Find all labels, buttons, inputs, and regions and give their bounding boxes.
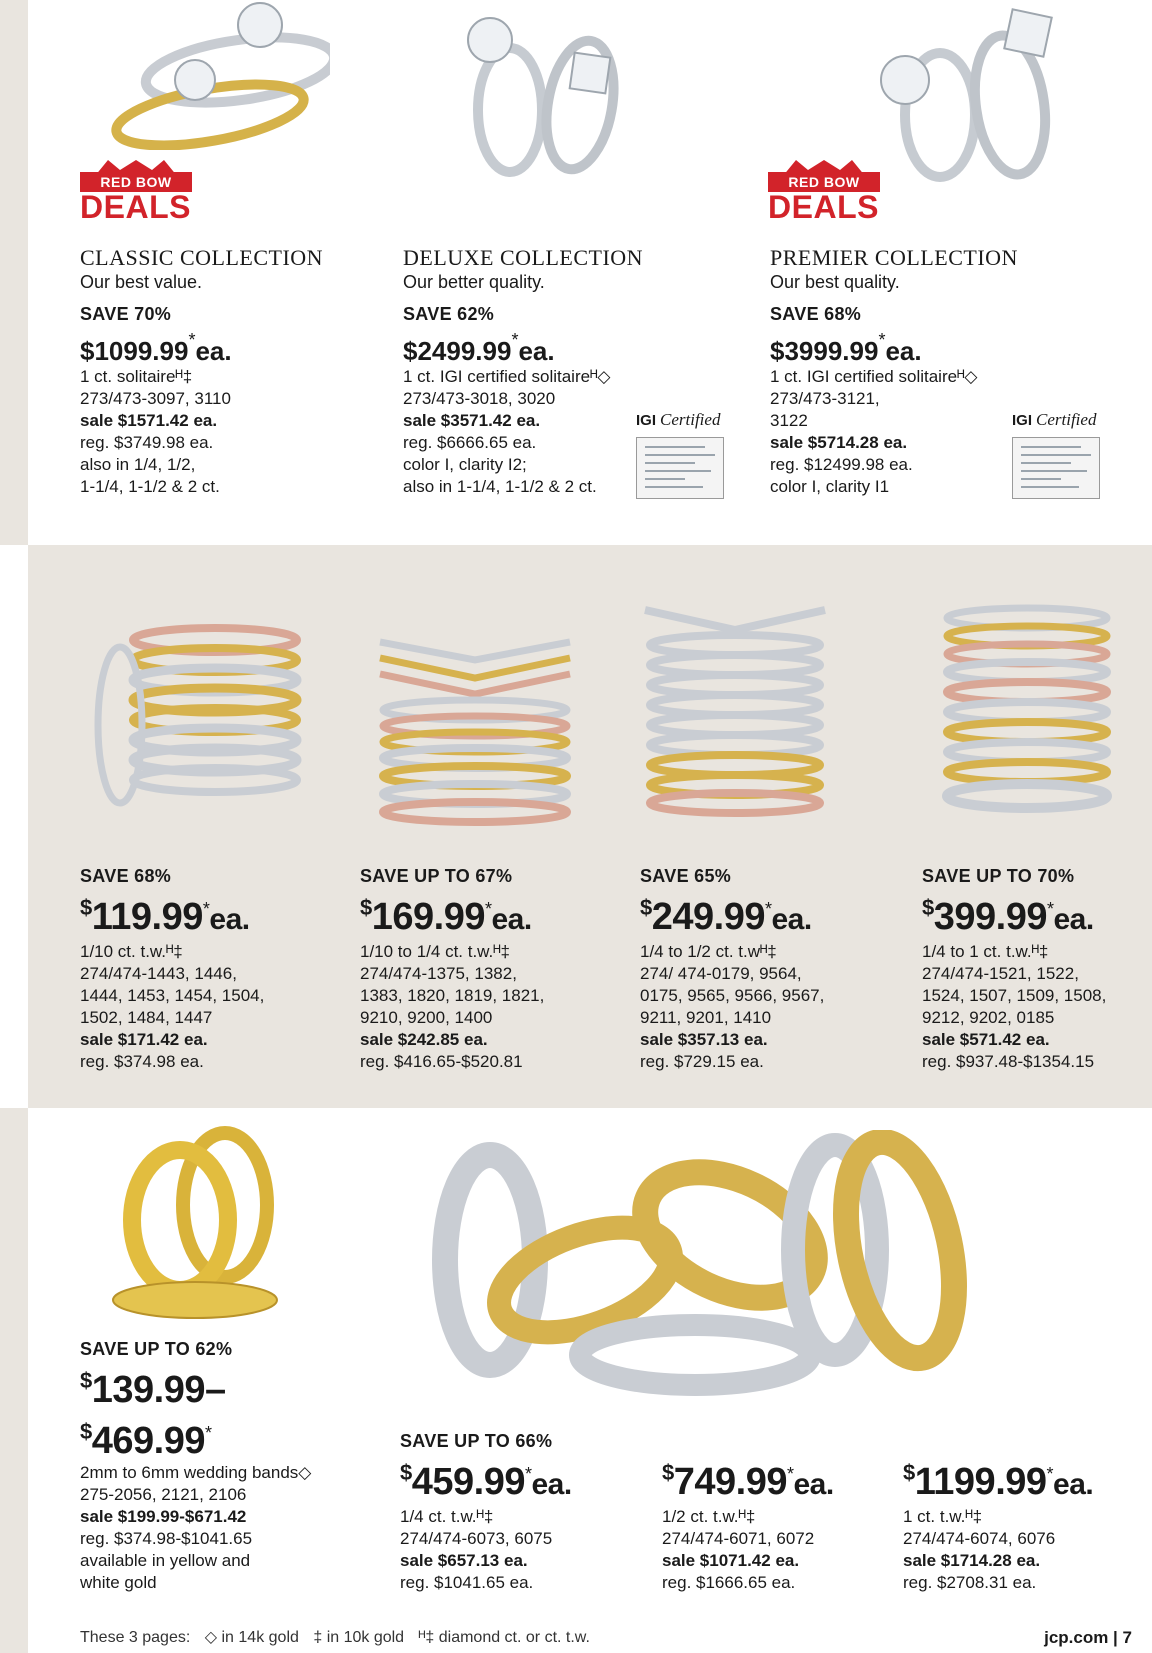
mens-band-offer-2 (662, 1452, 882, 1594)
price-value-low: 139.99– (91, 1369, 226, 1411)
igi-logo-mark: IGI (636, 412, 657, 429)
price (403, 325, 733, 366)
certificate-card-icon (1012, 437, 1100, 499)
price-asterisk: * (764, 899, 772, 919)
sale-price: sale $5714.28 ea. (770, 433, 908, 452)
item-numbers: 274/474-6071, 6072 (662, 1529, 815, 1548)
price-each: ea. (491, 903, 532, 936)
price-asterisk: * (878, 330, 886, 350)
save-percent: SAVE UP TO 70% (922, 866, 1075, 886)
price-asterisk: * (511, 330, 519, 350)
price-dollar: $ (80, 1368, 92, 1393)
sale-price: sale $1071.42 ea. (662, 1551, 800, 1570)
price-value-high: 469.99 (91, 1420, 205, 1462)
item-numbers: 274/474-1521, 1522, (922, 964, 1079, 983)
carat-weight: 1/4 to 1/2 ct. t.wᴴ‡ (640, 942, 777, 961)
item-numbers: 273/473-3018, 3020 (403, 389, 556, 408)
availability: available in yellow and (80, 1551, 251, 1570)
price-dollar: $ (400, 1460, 412, 1485)
save-percent: SAVE 68% (770, 304, 862, 324)
classic-solitaire-image (100, 0, 330, 150)
sale-price: sale $1714.28 ea. (903, 1551, 1041, 1570)
item-numbers: 1502, 1484, 1447 (80, 1008, 213, 1027)
price-each: ea. (885, 336, 922, 366)
price-dollar: $ (640, 895, 652, 920)
item-numbers: 0175, 9565, 9566, 9567, (640, 986, 825, 1005)
price (640, 887, 900, 941)
stack-offer-4 (922, 865, 1147, 1073)
price-each: ea. (518, 336, 555, 366)
certified-label: Certified (1036, 410, 1097, 429)
price-each: ea. (531, 1468, 572, 1501)
classic-collection-panel (80, 245, 390, 498)
reg-price: reg. $12499.98 ea. (770, 455, 913, 474)
reg-price: reg. $6666.65 ea. (403, 433, 537, 452)
price-from (80, 1360, 380, 1411)
mens-band-offer-1 (400, 1430, 640, 1594)
save-percent: SAVE 65% (640, 866, 732, 886)
price-asterisk: * (188, 330, 196, 350)
sale-price: sale $199.99-$671.42 (80, 1507, 247, 1526)
price-asterisk: * (484, 899, 492, 919)
price-asterisk: * (524, 1464, 532, 1484)
price-dollar: $ (922, 895, 934, 920)
price (360, 887, 620, 941)
price-value: 169.99 (371, 896, 485, 938)
stack-offer-2 (360, 865, 620, 1073)
footnote-lead: These 3 pages: (80, 1629, 191, 1646)
item-numbers: 1524, 1507, 1509, 1508, (922, 986, 1107, 1005)
reg-price: reg. $416.65-$520.81 (360, 1052, 523, 1071)
stack-offer-3 (640, 865, 900, 1073)
gold-wedding-bands-image (105, 1125, 300, 1325)
item-numbers: 1383, 1820, 1819, 1821, (360, 986, 545, 1005)
reg-price: reg. $1666.65 ea. (662, 1573, 796, 1592)
stack-offer-1 (80, 865, 330, 1073)
collection-subtitle: Our best value. (80, 272, 203, 292)
premier-solitaire-image (850, 5, 1080, 185)
carat-weight: 1/4 ct. t.w.ᴴ‡ (400, 1507, 494, 1526)
item-description: 2mm to 6mm wedding bands◇ (80, 1463, 312, 1482)
price (662, 1452, 882, 1506)
availability-cont: white gold (80, 1573, 157, 1592)
item-numbers: 1444, 1453, 1454, 1504, (80, 986, 265, 1005)
price-each: ea. (793, 1468, 834, 1501)
deals-label: DEALS (80, 189, 191, 225)
footnote-14k: ◇ in 14k gold (204, 1629, 299, 1646)
mens-diamond-bands-image (430, 1130, 1110, 1400)
item-numbers: 274/474-6074, 6076 (903, 1529, 1056, 1548)
sale-price: sale $1571.42 ea. (80, 411, 218, 430)
price-dollar: $ (360, 895, 372, 920)
left-edge-top (0, 0, 28, 545)
price-dollar: $ (662, 1460, 674, 1485)
footnote (80, 1627, 600, 1649)
price-value: $1099.99 (80, 336, 189, 366)
price (770, 325, 1100, 366)
deals-label: DEALS (768, 189, 879, 225)
price-each: ea. (1053, 903, 1094, 936)
reg-price: reg. $374.98-$1041.65 (80, 1529, 253, 1548)
save-percent: SAVE 62% (403, 304, 495, 324)
price-each: ea. (195, 336, 232, 366)
left-edge-bottom (0, 1108, 28, 1653)
footnote-10k: ‡ in 10k gold (313, 1629, 405, 1646)
stackable-rings-image-4 (935, 600, 1120, 825)
collection-title: CLASSIC COLLECTION (80, 245, 324, 270)
item-numbers: 273/473-3097, 3110 (80, 389, 231, 408)
carat-weight: 1/4 to 1 ct. t.w.ᴴ‡ (922, 942, 1049, 961)
item-numbers: 275-2056, 2121, 2106 (80, 1485, 247, 1504)
carat-weight: 1/2 ct. t.w.ᴴ‡ (662, 1507, 756, 1526)
item-numbers: 274/ 474-0179, 9564, (640, 964, 802, 983)
item-numbers: 9212, 9202, 0185 (922, 1008, 1055, 1027)
sale-price: sale $171.42 ea. (80, 1030, 208, 1049)
reg-price: reg. $729.15 ea. (640, 1052, 764, 1071)
price-asterisk: * (786, 1464, 794, 1484)
save-percent: SAVE 68% (80, 866, 172, 886)
reg-price: reg. $3749.98 ea. (80, 433, 214, 452)
price (80, 887, 330, 941)
carat-weight: 1/10 ct. t.w.ᴴ‡ (80, 942, 183, 961)
item-numbers: 274/474-1443, 1446, (80, 964, 237, 983)
price (903, 1452, 1148, 1506)
also-in-sizes: also in 1-1/4, 1-1/2 & 2 ct. (403, 477, 597, 496)
item-numbers: 9211, 9201, 1410 (640, 1008, 772, 1027)
igi-logo-mark: IGI (1012, 412, 1033, 429)
color-clarity: color I, clarity I2; (403, 455, 527, 474)
also-in: also in 1/4, 1/2, (80, 455, 196, 474)
red-bow-label: RED BOW (768, 172, 880, 192)
price-value: 1199.99 (914, 1461, 1047, 1503)
price (400, 1452, 640, 1506)
price-value: 249.99 (651, 896, 765, 938)
price-dollar: $ (80, 1419, 92, 1444)
price-dollar: $ (903, 1460, 915, 1485)
mens-band-offer-3 (903, 1452, 1148, 1594)
sale-price: sale $242.85 ea. (360, 1030, 488, 1049)
certified-label: Certified (660, 410, 721, 429)
igi-logo (1012, 410, 1130, 431)
item-numbers: 274/474-1375, 1382, (360, 964, 517, 983)
color-clarity: color I, clarity I1 (770, 477, 890, 496)
item-description: 1 ct. IGI certified solitaireᴴ◇ (403, 367, 611, 386)
collection-title: DELUXE COLLECTION (403, 245, 644, 270)
reg-price: reg. $2708.31 ea. (903, 1573, 1037, 1592)
save-percent: SAVE 70% (80, 304, 172, 324)
price-each: ea. (1053, 1468, 1094, 1501)
item-numbers: 274/474-6073, 6075 (400, 1529, 553, 1548)
stackable-rings-image-3 (635, 595, 835, 820)
item-numbers: 9210, 9200, 1400 (360, 1008, 493, 1027)
price-asterisk: * (1046, 1464, 1054, 1484)
sale-price: sale $357.13 ea. (640, 1030, 768, 1049)
red-bow-label: RED BOW (80, 172, 192, 192)
reg-price: reg. $1041.65 ea. (400, 1573, 534, 1592)
reg-price: reg. $937.48-$1354.15 (922, 1052, 1095, 1071)
sale-price: sale $3571.42 ea. (403, 411, 541, 430)
reg-price: reg. $374.98 ea. (80, 1052, 204, 1071)
price-value: 459.99 (411, 1461, 525, 1503)
price (922, 887, 1147, 941)
carat-weight: 1/10 to 1/4 ct. t.w.ᴴ‡ (360, 942, 510, 961)
collection-subtitle: Our better quality. (403, 272, 545, 292)
deluxe-solitaire-image (440, 10, 640, 180)
price-value: 749.99 (673, 1461, 787, 1503)
item-description: 1 ct. solitaireᴴ‡ (80, 367, 193, 386)
price-value: 119.99 (91, 896, 203, 938)
price-value: 399.99 (933, 896, 1047, 938)
item-numbers-cont: 3122 (770, 411, 808, 430)
wedding-bands-offer (80, 1338, 380, 1594)
price-asterisk: * (1046, 899, 1054, 919)
igi-certificate (1012, 410, 1130, 499)
stackable-rings-image-1 (80, 615, 320, 815)
price-value: $3999.99 (770, 336, 879, 366)
stackable-rings-image-2 (360, 630, 590, 830)
item-numbers: 273/473-3121, (770, 389, 880, 408)
price-asterisk: * (204, 1423, 212, 1443)
save-percent: SAVE UP TO 66% (400, 1431, 553, 1451)
certificate-card-icon (636, 437, 724, 499)
save-percent: SAVE UP TO 67% (360, 866, 513, 886)
sale-price: sale $571.42 ea. (922, 1030, 1050, 1049)
price-each: ea. (771, 903, 812, 936)
price-to (80, 1411, 380, 1462)
site-page-number: jcp.com | 7 (1044, 1628, 1132, 1647)
sale-price: sale $657.13 ea. (400, 1551, 528, 1570)
collection-subtitle: Our best quality. (770, 272, 900, 292)
price-value: $2499.99 (403, 336, 512, 366)
item-description: 1 ct. IGI certified solitaireᴴ◇ (770, 367, 978, 386)
footnote-diamond: ᴴ‡ diamond ct. or ct. t.w. (418, 1629, 590, 1646)
price-asterisk: * (202, 899, 210, 919)
igi-certificate (636, 410, 754, 499)
also-in-sizes: 1-1/4, 1-1/2 & 2 ct. (80, 477, 220, 496)
price (80, 325, 390, 366)
igi-logo (636, 410, 754, 431)
save-percent: SAVE UP TO 62% (80, 1339, 233, 1359)
carat-weight: 1 ct. t.w.ᴴ‡ (903, 1507, 983, 1526)
price-each: ea. (209, 903, 250, 936)
price-dollar: $ (80, 895, 92, 920)
collection-title: PREMIER COLLECTION (770, 245, 1018, 270)
